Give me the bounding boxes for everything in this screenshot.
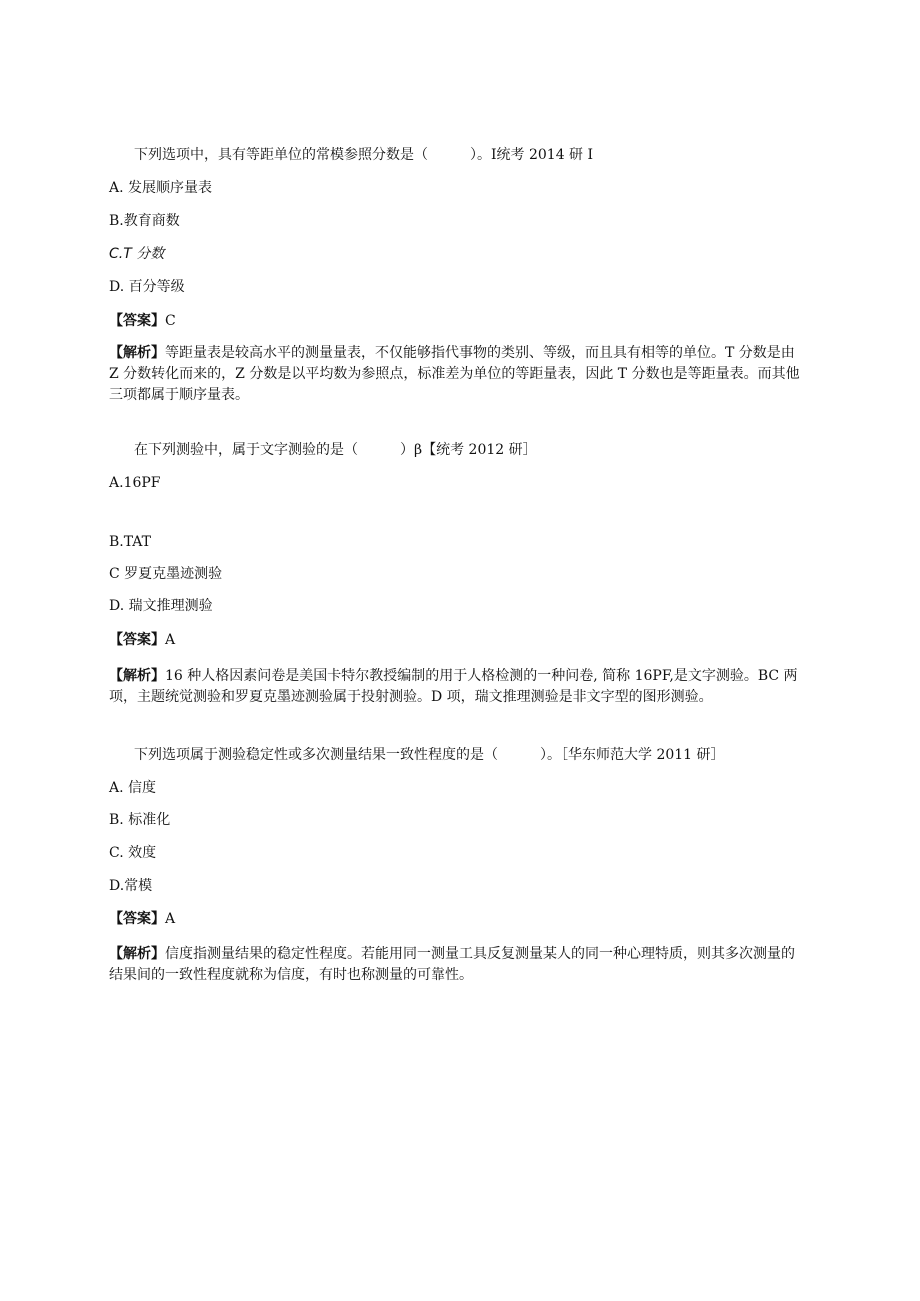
analysis-text: 等距量表是较高水平的测量量表，不仅能够指代事物的类别、等级，而且具有相等的单位。T 分数是由 Z 分数转化而来的，Z 分数是以平均数为参照点，标准差为单位的等距量表，因此 T 分数也是等距量表。而其他三项都属于顺序量表。 — [109, 345, 800, 403]
answer-label: 【答案】 — [109, 313, 165, 329]
question-1-option-a: A. 发展顺序量表 — [109, 180, 213, 196]
analysis-label: 【解析】 — [109, 946, 165, 962]
question-1-stem: 下列选项中，具有等距单位的常模参照分数是（ ）。I统考 2014 研 I — [134, 147, 594, 163]
analysis-text: 16 种人格因素问卷是美国卡特尔教授编制的用于人格检测的一种问卷, 简称 16PF,是文字测验。BC 两项，主题统觉测验和罗夏克墨迹测验属于投射测验。D 项，瑞文推理测验是非文字型的图形测验。 — [109, 668, 798, 705]
question-1-option-c: C.T 分数 — [109, 246, 165, 262]
answer-label: 【答案】 — [109, 911, 165, 927]
question-2-option-b: B.TAT — [109, 534, 151, 550]
answer-value: A — [165, 632, 176, 648]
answer-value: A — [165, 911, 176, 927]
analysis-label: 【解析】 — [109, 345, 165, 361]
analysis-text: 信度指测量结果的稳定性程度。若能用同一测量工具反复测量某人的同一种心理特质，则其多次测量的结果间的一致性程度就称为信度，有时也称测量的可靠性。 — [109, 946, 795, 983]
question-2-option-d: D. 瑞文推理测验 — [109, 598, 213, 614]
question-1-analysis — [109, 343, 804, 406]
question-3-option-a: A. 信度 — [109, 780, 157, 796]
question-2-option-a: A.16PF — [109, 475, 161, 491]
answer-value: C — [165, 313, 176, 329]
question-3-option-b: B. 标准化 — [109, 812, 171, 828]
question-2-analysis — [109, 666, 804, 708]
question-3-option-c: C. 效度 — [109, 845, 157, 861]
question-2-stem: 在下列测验中，属于文字测验的是（ ）β【统考 2012 研］ — [134, 442, 537, 458]
question-1-option-d: D. 百分等级 — [109, 279, 185, 295]
answer-label: 【答案】 — [109, 632, 165, 648]
analysis-label: 【解析】 — [109, 668, 165, 684]
question-3-answer — [109, 909, 175, 929]
question-3-option-d: D.常模 — [109, 878, 153, 894]
question-3-stem: 下列选项属于测验稳定性或多次测量结果一致性程度的是（ ）。［华东师范大学 2011 研］ — [134, 747, 725, 763]
question-1-answer — [109, 311, 176, 331]
question-3-analysis — [109, 944, 804, 986]
question-2-option-c: C 罗夏克墨迹测验 — [109, 566, 223, 582]
question-2-answer — [109, 630, 175, 650]
question-1-option-b: B.教育商数 — [109, 213, 180, 229]
